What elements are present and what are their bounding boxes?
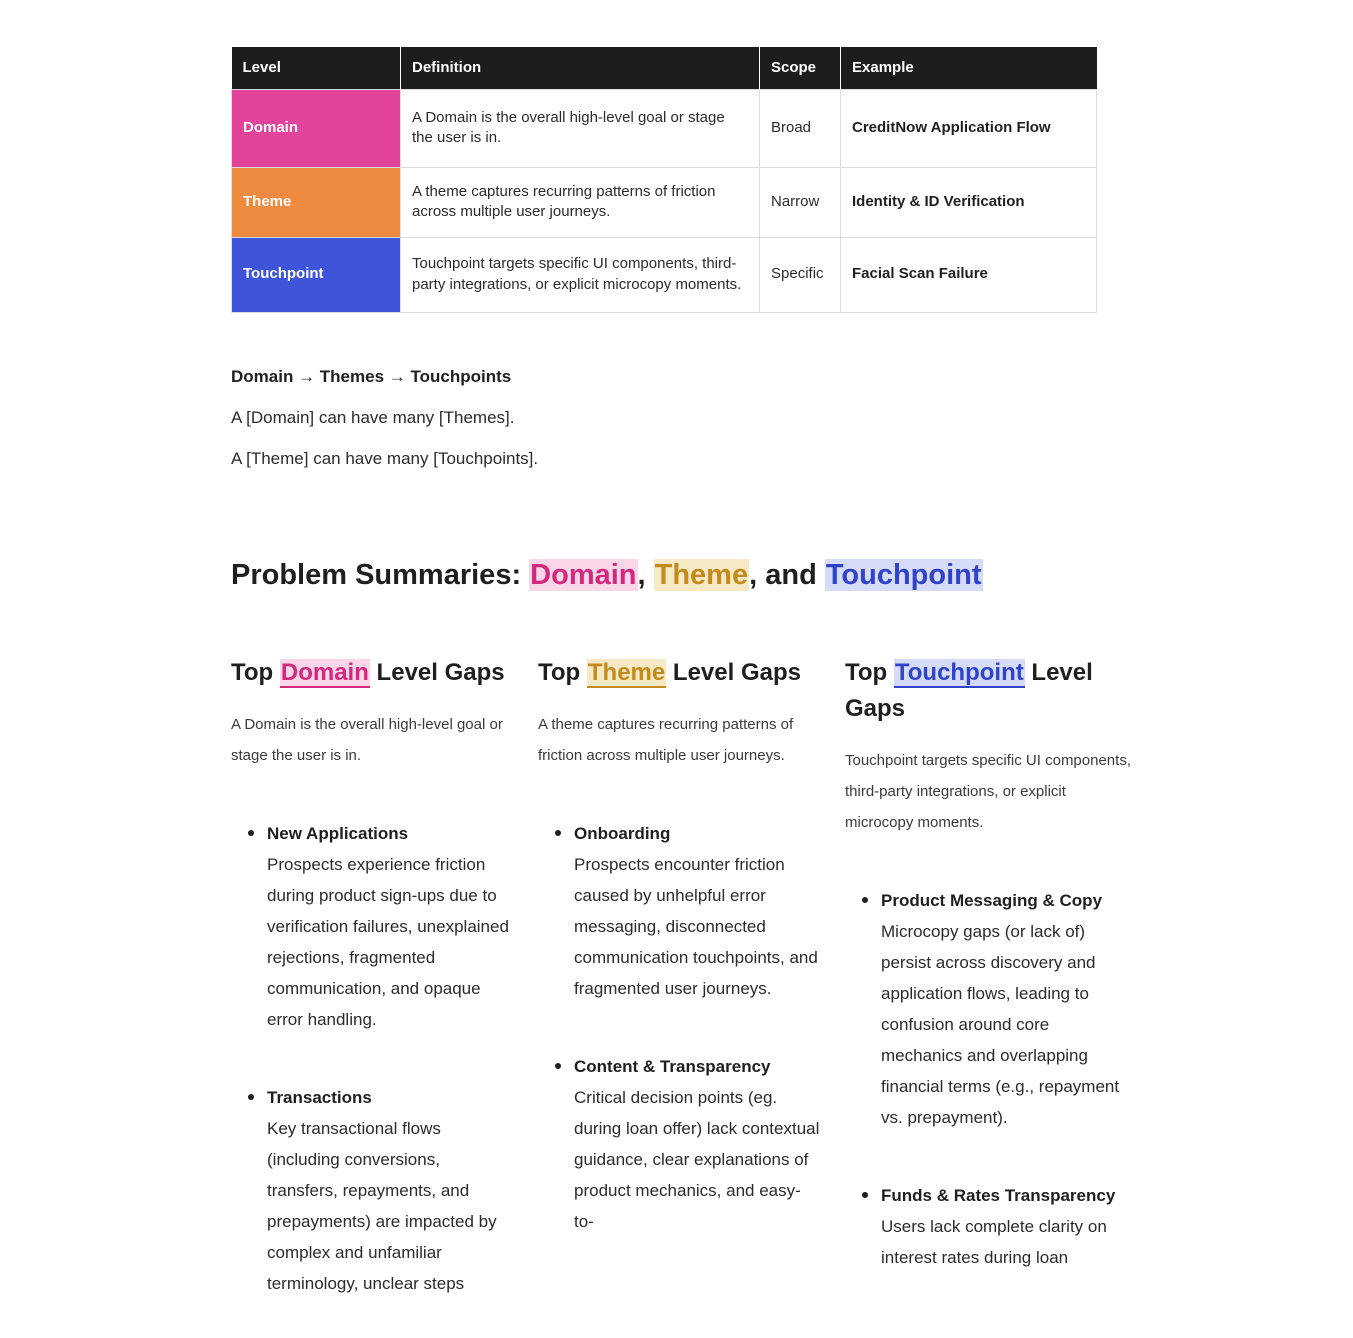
domain-tag: Domain bbox=[280, 659, 369, 686]
gap-list bbox=[538, 818, 820, 1237]
gap-text: Critical decision points (eg. during loan offer) lack contextual guidance, clear explanations of product mechanics, and easy-to- bbox=[574, 1088, 820, 1231]
scope-cell: Narrow bbox=[760, 167, 841, 237]
list-item bbox=[574, 1051, 820, 1237]
title-suffix: Level Gaps bbox=[845, 659, 1093, 722]
example-cell: CreditNow Application Flow bbox=[841, 89, 1097, 167]
touchpoint-gaps-column bbox=[845, 655, 1135, 1320]
gap-list bbox=[231, 818, 513, 1299]
heading-touchpoint-highlight: Touchpoint bbox=[825, 559, 982, 591]
title-prefix: Top bbox=[845, 659, 894, 686]
touchpoint-tag: Touchpoint bbox=[894, 659, 1024, 686]
problem-summaries-heading bbox=[231, 555, 983, 595]
scope-cell: Specific bbox=[760, 237, 841, 312]
column-description: A Domain is the overall high-level goal or stage the user is in. bbox=[231, 716, 503, 764]
definition-cell: A theme captures recurring patterns of friction across multiple user journeys. bbox=[401, 167, 760, 237]
example-cell: Facial Scan Failure bbox=[841, 237, 1097, 312]
list-item bbox=[881, 1180, 1127, 1273]
gap-title: Onboarding bbox=[574, 824, 671, 843]
gap-title: Funds & Rates Transparency bbox=[881, 1186, 1116, 1205]
gap-list bbox=[845, 885, 1127, 1273]
title-prefix: Top bbox=[231, 659, 280, 686]
definition-cell: A Domain is the overall high-level goal or stage the user is in. bbox=[401, 89, 760, 167]
gap-text: Key transactional flows (including conversions, transfers, repayments, and prepayments) are impacted by complex and unfamiliar terminology, unclear steps bbox=[267, 1119, 497, 1293]
heading-theme-highlight: Theme bbox=[654, 559, 749, 591]
example-cell: Identity & ID Verification bbox=[841, 167, 1097, 237]
table-header-row bbox=[232, 47, 1097, 89]
gap-text: Users lack complete clarity on interest rates during loan bbox=[881, 1217, 1107, 1267]
definition-cell: Touchpoint targets specific UI components, third-party integrations, or explicit microcopy moments. bbox=[401, 237, 760, 312]
header-scope: Scope bbox=[760, 47, 841, 89]
level-cell-touchpoint: Touchpoint bbox=[232, 237, 401, 312]
level-cell-theme: Theme bbox=[232, 167, 401, 237]
title-prefix: Top bbox=[538, 659, 587, 686]
hierarchy-line: A [Domain] can have many [Themes]. bbox=[231, 408, 515, 427]
heading-prefix: Problem Summaries: bbox=[231, 559, 530, 591]
gap-title: New Applications bbox=[267, 824, 409, 843]
hierarchy-line: A [Theme] can have many [Touchpoints]. bbox=[231, 449, 539, 468]
domain-gaps-column bbox=[231, 655, 521, 1338]
list-item bbox=[267, 1082, 513, 1299]
heading-separator: , bbox=[637, 559, 654, 591]
table-row bbox=[232, 167, 1097, 237]
title-suffix: Level Gaps bbox=[369, 659, 505, 686]
header-definition: Definition bbox=[401, 47, 760, 89]
levels-table bbox=[231, 47, 1097, 313]
gap-title: Content & Transparency bbox=[574, 1057, 771, 1076]
list-item bbox=[267, 818, 513, 1035]
heading-domain-highlight: Domain bbox=[530, 559, 637, 591]
column-title bbox=[845, 655, 1135, 727]
gap-title: Product Messaging & Copy bbox=[881, 891, 1103, 910]
header-example: Example bbox=[841, 47, 1097, 89]
theme-gaps-column bbox=[538, 655, 828, 1284]
gap-text: Prospects experience friction during product sign-ups due to verification failures, unexplained rejections, fragmented communication, and opaque error handling. bbox=[267, 855, 509, 1029]
level-cell-domain: Domain bbox=[232, 89, 401, 167]
hierarchy-title: Domain → Themes → Touchpoints bbox=[231, 367, 512, 386]
title-suffix: Level Gaps bbox=[666, 659, 801, 686]
column-description: A theme captures recurring patterns of friction across multiple user journeys. bbox=[538, 716, 794, 764]
gap-title: Transactions bbox=[267, 1088, 372, 1107]
gap-text: Microcopy gaps (or lack of) persist across discovery and application flows, leading to confusion around core mechanics and overlapping financial terms (e.g., repayment vs. prepayment). bbox=[881, 922, 1120, 1127]
header-level: Level bbox=[232, 47, 401, 89]
column-description: Touchpoint targets specific UI components, third-party integrations, or explicit microcopy moments. bbox=[845, 752, 1131, 831]
column-title bbox=[231, 655, 521, 691]
table-row bbox=[232, 237, 1097, 312]
column-title bbox=[538, 655, 828, 691]
theme-tag: Theme bbox=[587, 659, 666, 686]
scope-cell: Broad bbox=[760, 89, 841, 167]
heading-separator: , and bbox=[749, 559, 825, 591]
list-item bbox=[574, 818, 820, 1004]
table-row bbox=[232, 89, 1097, 167]
list-item bbox=[881, 885, 1127, 1133]
gap-text: Prospects encounter friction caused by unhelpful error messaging, disconnected communication touchpoints, and fragmented user journeys. bbox=[574, 855, 818, 998]
